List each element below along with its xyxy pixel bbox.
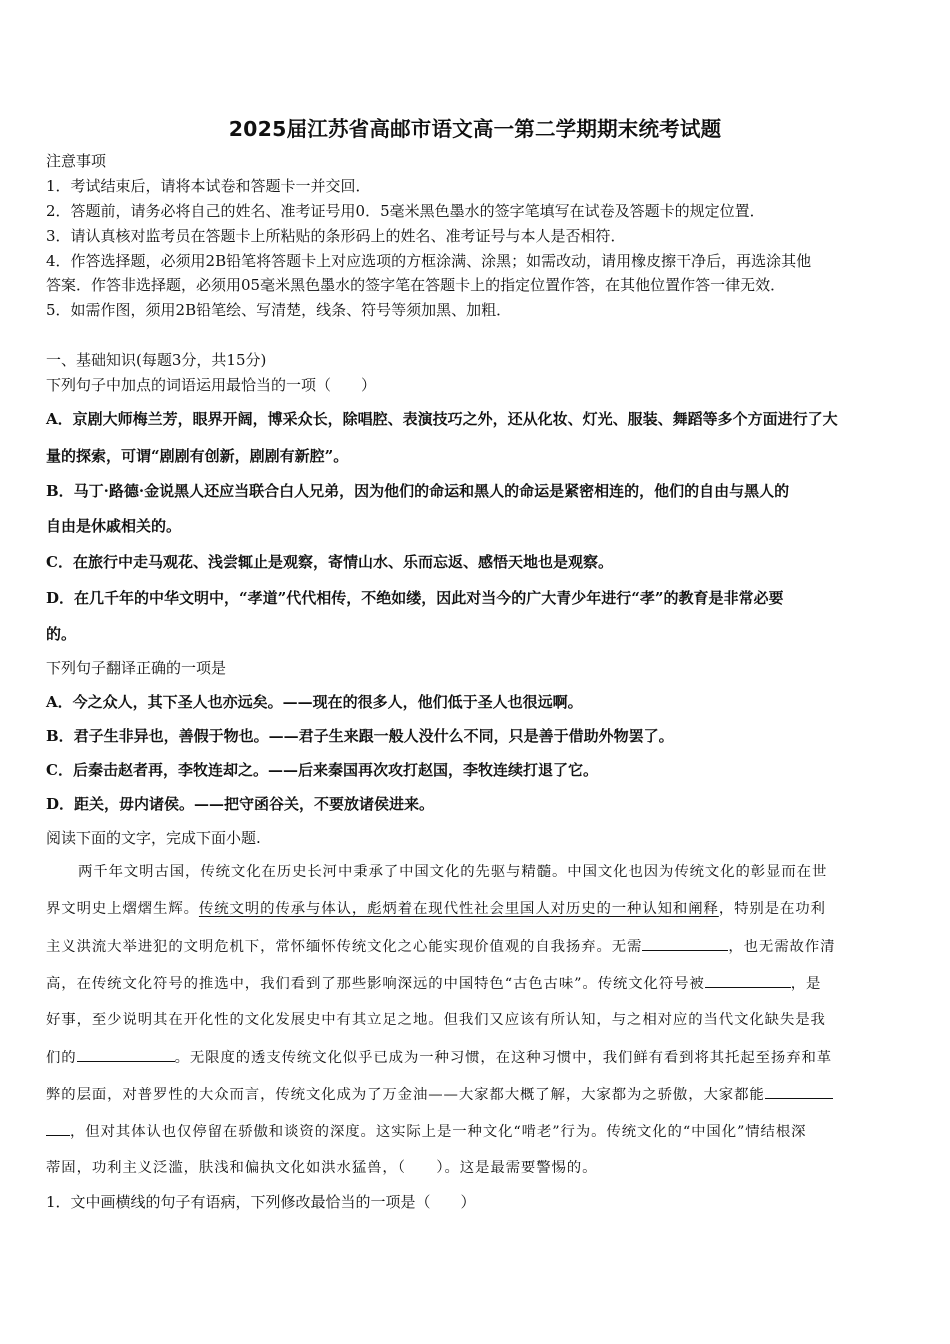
blank-3[interactable]	[77, 1047, 175, 1062]
notice-item: 4．作答选择题，必须用2B铅笔将答题卡上对应选项的方框涂满、涂黑；如需改动，请用橡皮擦干净后，再选涂其他	[46, 252, 812, 270]
question-stem: 下列句子中加点的词语运用最恰当的一项（ ）	[46, 376, 377, 394]
passage-line: 弊的层面，对普罗性的大众而言，传统文化成为了万金油——大家都大概了解，大家都为之骄傲，大家都能	[46, 1084, 833, 1105]
option-line: C．在旅行中走马观花、浅尝辄止是观察，寄情山水、乐而忘返、感悟天地也是观察。	[46, 553, 613, 571]
option-line: 量的探索，可谓“剧剧有创新，剧剧有新腔”。	[46, 447, 349, 465]
passage-line: ，但对其体认也仅停留在骄傲和谈资的深度。这实际上是一种文化“啃老”行为。传统文化的“中国化”情结根深	[46, 1121, 806, 1142]
option-line: A．京剧大师梅兰芳，眼界开阔，博采众长，除唱腔、表演技巧之外，还从化妆、灯光、服装、舞蹈等多个方面进行了大	[46, 410, 838, 428]
notice-heading: 注意事项	[46, 152, 107, 170]
passage-line: 们的 。无限度的透支传统文化似乎已成为一种习惯，在这种习惯中，我们鲜有看到将其托起至扬弃和革	[46, 1047, 832, 1068]
option-line: B．马丁·路德·金说黑人还应当联合白人兄弟，因为他们的命运和黑人的命运是紧密相连的，他们的自由与黑人的	[46, 482, 790, 500]
passage-line: 主义洪流大举进犯的文明危机下，常怀缅怀传统文化之心能实现价值观的自我扬弃。无需 ，也无需故作清	[46, 936, 835, 957]
underlined-sentence: 传统文明的传承与体认，彪炳着在现代性社会里国人对历史的一种认知和阐释	[198, 901, 719, 917]
blank-1[interactable]	[642, 936, 728, 951]
section-heading: 一、基础知识(每题3分，共15分)	[46, 351, 267, 369]
blank-4[interactable]	[765, 1084, 833, 1099]
option-line: D．距关，毋内诸侯。——把守函谷关，不要放诸侯进来。	[46, 795, 435, 813]
reading-instruction: 阅读下面的文字，完成下面小题.	[46, 829, 261, 847]
option-line: D．在几千年的中华文明中，“孝道”代代相传，不绝如缕，因此对当今的广大青少年进行“孝”的教育是非常必要	[46, 589, 784, 607]
passage-line: 蒂固，功利主义泛滥，肤浅和偏执文化如洪水猛兽，（ ）。这是最需要警惕的。	[46, 1160, 598, 1176]
passage-line: 高，在传统文化符号的推选中，我们看到了那些影响深远的中国特色“古色古味”。传统文化符号被 ，是	[46, 973, 821, 994]
notice-item: 5．如需作图，须用2B铅笔绘、写清楚，线条、符号等须加黑、加粗．	[46, 301, 512, 319]
notice-item: 3．请认真核对监考员在答题卡上所粘贴的条形码上的姓名、准考证号与本人是否相符．	[46, 227, 626, 245]
notice-item: 答案．作答非选择题，必须用05毫米黑色墨水的签字笔在答题卡上的指定位置作答，在其他位置作答一律无效．	[46, 276, 786, 294]
blank-2[interactable]	[705, 973, 791, 988]
option-line: 的。	[46, 625, 77, 643]
question-stem: 1．文中画横线的句子有语病，下列修改最恰当的一项是（ ）	[46, 1193, 476, 1211]
option-line: A．今之众人，其下圣人也亦远矣。——现在的很多人，他们低于圣人也很远啊。	[46, 693, 583, 711]
question-stem: 下列句子翻译正确的一项是	[46, 659, 227, 677]
option-line: C．后秦击赵者再，李牧连却之。——后来秦国再次攻打赵国，李牧连续打退了它。	[46, 761, 598, 779]
option-line: B．君子生非异也，善假于物也。——君子生来跟一般人没什么不同，只是善于借助外物罢了。	[46, 727, 674, 745]
blank-4-cont[interactable]	[46, 1121, 70, 1136]
passage-line: 好事，至少说明其在开化性的文化发展史中有其立足之地。但我们又应该有所认知，与之相对应的当代文化缺失是我	[46, 1012, 826, 1028]
notice-item: 1．考试结束后，请将本试卷和答题卡一并交回．	[46, 177, 371, 195]
passage-line: 界文明史上熠熠生辉。传统文明的传承与体认，彪炳着在现代性社会里国人对历史的一种认知和阐释，特别是在功利	[46, 901, 826, 917]
notice-item: 2．答题前，请务必将自己的姓名、准考证号用0．5毫米黑色墨水的签字笔填写在试卷及答题卡的规定位置．	[46, 202, 765, 220]
option-line: 自由是休戚相关的。	[46, 517, 182, 535]
passage-line: 两千年文明古国，传统文化在历史长河中秉承了中国文化的先驱与精髓。中国文化也因为传统文化的彰显而在世	[78, 864, 828, 880]
exam-title: 2025届江苏省高邮市语文高一第二学期期末统考试题	[228, 117, 722, 141]
